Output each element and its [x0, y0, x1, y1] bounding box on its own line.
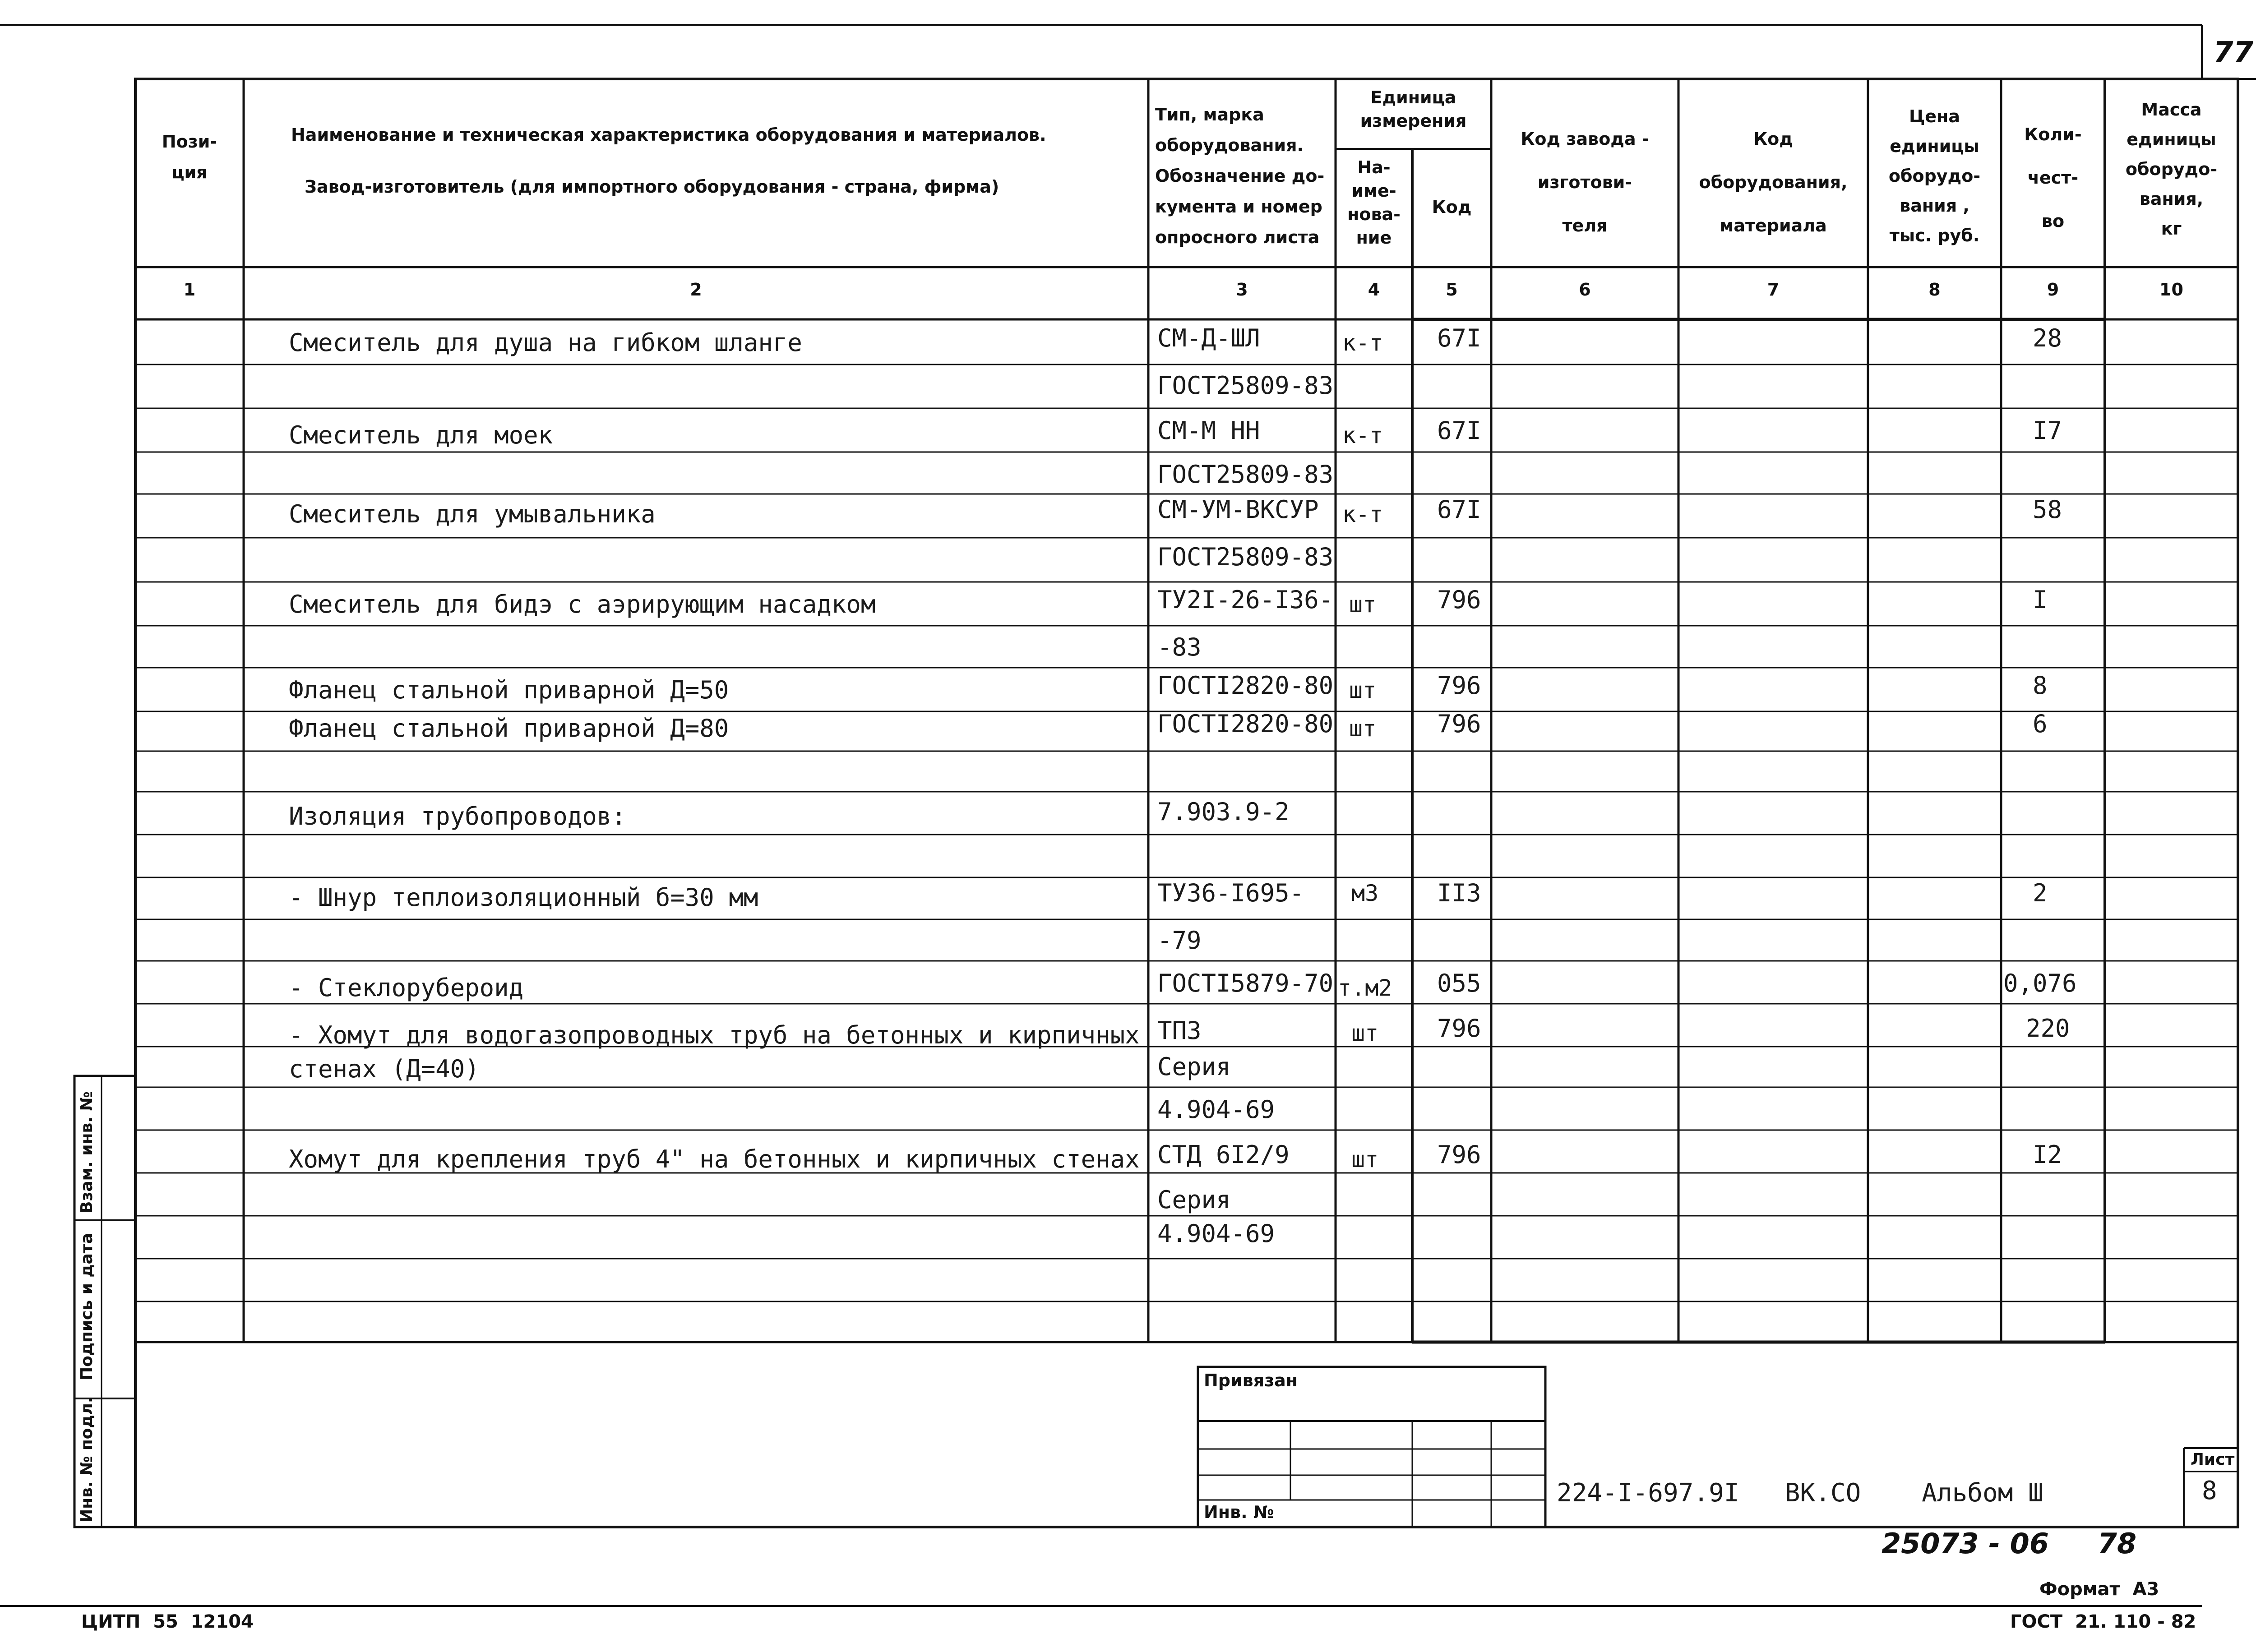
row-type: 4.904-69 [1157, 1219, 1275, 1248]
row-code: 796 [1437, 671, 1481, 700]
row-name: - Шнур теплоизоляционный б=30 мм [289, 883, 758, 912]
row-type: 4.904-69 [1157, 1095, 1275, 1124]
document-designation: 224-I-697.9I ВК.СО Альбом Ш [1557, 1478, 2043, 1508]
side-label-podpis: Подпись и дата [78, 1233, 96, 1380]
handwritten-code: 25073 - 06 78 [1882, 1527, 2137, 1560]
row-type: ГОСТI2820-80 [1157, 671, 1334, 700]
header-equipment-code: Код оборудования, материала [1699, 129, 1848, 235]
row-type: Серия [1157, 1186, 1231, 1214]
row-name: Смеситель для умывальника [289, 500, 656, 528]
format-label: Формат А3 [2039, 1579, 2159, 1600]
row-type: СМ-М НН [1157, 416, 1260, 445]
header-manufacturer-code: Код завода - изготови- теля [1521, 129, 1649, 235]
row-unit: к-т [1342, 501, 1383, 527]
row-name: Хомут для крепления труб 4" на бетонных и кирпичных стенах [289, 1145, 1140, 1173]
row-type: ТПЗ [1157, 1016, 1202, 1045]
column-number-6: 6 [1579, 280, 1591, 300]
side-label-vzam: Взам. инв. № [78, 1091, 96, 1214]
row-code: 796 [1437, 586, 1481, 614]
side-label-inv-podl: Инв. № подл. [78, 1397, 96, 1523]
row-qty: 58 [2033, 495, 2062, 524]
row-qty: 2 [2033, 879, 2048, 907]
header-unit-mass: Масса единицы оборудо- вания, кг [2125, 100, 2218, 239]
header-unit-name: На- име- нова- ние [1347, 157, 1401, 248]
footer-left-code: ЦИТП 55 12104 [81, 1611, 254, 1632]
footer-gost: ГОСТ 21. 110 - 82 [2010, 1611, 2196, 1632]
row-name: Изоляция трубопроводов: [289, 802, 626, 831]
header-unit-group: Единица измерения [1360, 88, 1467, 131]
row-type: Серия [1157, 1052, 1231, 1081]
row-type: ГОСТI5879-70 [1157, 969, 1334, 997]
row-name: стенах (Д=40) [289, 1055, 480, 1083]
row-code: 67I [1437, 324, 1481, 352]
row-type: СМ-УМ-ВКСУР [1157, 495, 1319, 524]
row-unit: шт [1349, 677, 1377, 703]
row-unit: т.м2 [1338, 975, 1392, 1001]
row-code: 796 [1437, 710, 1481, 738]
header-name-line2: Завод-изготовитель (для импортного оборудования - страна, фирма) [305, 177, 999, 197]
header-unit-price: Цена единицы оборудо- вания , тыс. руб. [1888, 106, 1981, 245]
column-number-2: 2 [690, 280, 702, 300]
row-name: - Хомут для водогазопроводных труб на бетонных и кирпичных [289, 1021, 1140, 1049]
column-number-8: 8 [1928, 280, 1941, 300]
column-number-1: 1 [183, 280, 196, 300]
row-unit: к-т [1342, 330, 1383, 356]
column-number-4: 4 [1368, 280, 1380, 300]
row-type: СМ-Д-ШЛ [1157, 324, 1260, 352]
row-type: СТД 6I2/9 [1157, 1140, 1290, 1169]
row-type: ГОСТ25809-83 [1157, 543, 1334, 571]
row-type: ТУ2I-26-I36- [1157, 586, 1334, 614]
row-unit: шт [1349, 715, 1377, 742]
row-qty: I [2033, 586, 2048, 614]
column-number-5: 5 [1446, 280, 1458, 300]
sheet-number: 8 [2202, 1476, 2217, 1505]
row-code: II3 [1437, 879, 1481, 907]
stamp-inv-number: Инв. № [1204, 1502, 1274, 1522]
row-type: -79 [1157, 926, 1202, 955]
row-qty: I7 [2033, 416, 2062, 445]
header-unit-code: Код [1432, 197, 1472, 217]
row-name: Смеситель для бидэ с аэрирующим насадком [289, 590, 876, 618]
row-name: Фланец стальной приварной Д=80 [289, 714, 729, 743]
header-name-line1: Наименование и техническая характеристика оборудования и материалов. [291, 125, 1046, 145]
column-number-10: 10 [2159, 280, 2183, 300]
row-qty: 28 [2033, 324, 2062, 352]
row-qty: 8 [2033, 671, 2048, 700]
handwritten-page-number: 77 [2213, 36, 2254, 69]
row-qty: 220 [2026, 1014, 2070, 1043]
column-number-3: 3 [1236, 280, 1248, 300]
stamp-privyazan: Привязан [1204, 1371, 1298, 1390]
row-code: 67I [1437, 416, 1481, 445]
row-unit: м3 [1351, 880, 1379, 906]
row-name: Смеситель для душа на гибком шланге [289, 328, 802, 357]
row-code: 67I [1437, 495, 1481, 524]
header-quantity: Коли- чест- во [2024, 125, 2082, 231]
row-code: 796 [1437, 1140, 1481, 1169]
row-unit: шт [1351, 1146, 1379, 1172]
row-unit: шт [1349, 591, 1377, 618]
row-type: -83 [1157, 633, 1202, 661]
row-name: Смеситель для моек [289, 421, 553, 449]
row-qty: 6 [2033, 710, 2048, 738]
column-number-9: 9 [2047, 280, 2059, 300]
row-unit: шт [1351, 1020, 1379, 1046]
row-code: 796 [1437, 1014, 1481, 1043]
row-type: 7.903.9-2 [1157, 798, 1290, 826]
row-qty: 0,076 [2003, 969, 2077, 997]
row-type: ГОСТ25809-83 [1157, 460, 1334, 489]
row-type: ТУ36-I695- [1157, 879, 1304, 907]
row-type: ГОСТI2820-80 [1157, 710, 1334, 738]
row-name: Фланец стальной приварной Д=50 [289, 676, 729, 704]
column-number-7: 7 [1767, 280, 1780, 300]
header-type-designation: Тип, марка оборудования. Обозначение до- кумента и номер опросного листа [1155, 105, 1325, 247]
row-unit: к-т [1342, 422, 1383, 448]
row-code: 055 [1437, 969, 1481, 997]
row-name: - Стеклорубероид [289, 974, 524, 1002]
header-position: Пози- ция [162, 132, 217, 182]
sheet-label: Лист [2191, 1450, 2235, 1469]
row-qty: I2 [2033, 1140, 2062, 1169]
row-type: ГОСТ25809-83 [1157, 371, 1334, 400]
